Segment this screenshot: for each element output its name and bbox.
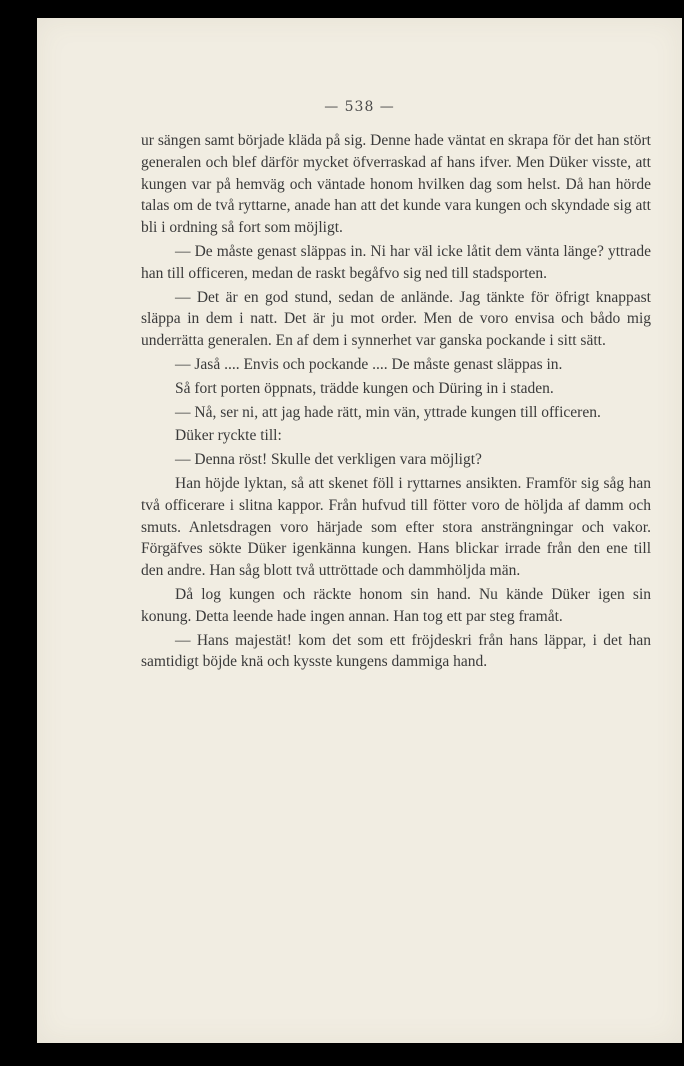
- paragraph: Så fort porten öppnats, trädde kungen och Düring in i staden.: [175, 379, 554, 397]
- paragraph: Han höjde lyktan, så att skenet föll i ryttarnes ansikten. Framför sig såg han två officerare i slitna kappor. Från hufvud till fötter voro de höljda af damm och smuts. Anletsdragen voro härjade som efter stora ansträngningar och vakor. Förgäfves sökte Düker igenkänna kungen. Hans blickar irrade från den ene till den andre. Han såg blott två uttröttade och dammhöljda män.: [141, 474, 651, 580]
- paragraph: — Det är en god stund, sedan de anlände. Jag tänkte för öfrigt knappast släppa in dem i natt. Det är ju mot order. Men de voro envisa och bådo mig underrätta generalen. En af dem i synnerhet var ganska pockande i sitt sätt.: [141, 288, 651, 350]
- paragraph: — Nå, ser ni, att jag hade rätt, min vän, yttrade kungen till officeren.: [175, 403, 601, 421]
- paragraph: — Jaså .... Envis och pockande .... De måste genast släppas in.: [175, 355, 563, 373]
- paragraph: — Hans majestät! kom det som ett fröjdeskri från hans läppar, i det han samtidigt böjde knä och kysste kungens dammiga hand.: [141, 631, 651, 671]
- paragraph: — Denna röst! Skulle det verkligen vara möjligt?: [175, 451, 482, 469]
- paragraph: Düker ryckte till:: [175, 427, 282, 445]
- paragraph: — De måste genast släppas in. Ni har väl icke låtit dem vänta länge? yttrade han till officeren, medan de raskt begåfvo sig ned till stadsporten.: [141, 242, 651, 282]
- page-number: — 538 —: [324, 99, 395, 115]
- paragraph: ur sängen samt började kläda på sig. Denne hade väntat en skrapa för det han stört generalen och blef därför mycket öfverraskad af hans ifver. Men Düker visste, att kungen var på hemväg och väntade honom hvilken dag som helst. Då han hörde talas om de två ryttarne, anade han att det kunde vara kungen och skyndade sig att bli i ordning så fort som möjligt.: [141, 132, 651, 237]
- body-text: [141, 130, 651, 675]
- book-page: [37, 18, 682, 1043]
- paragraph: Då log kungen och räckte honom sin hand. Nu kände Düker igen sin konung. Detta leende hade ingen annan. Han tog ett par steg framåt.: [141, 585, 651, 625]
